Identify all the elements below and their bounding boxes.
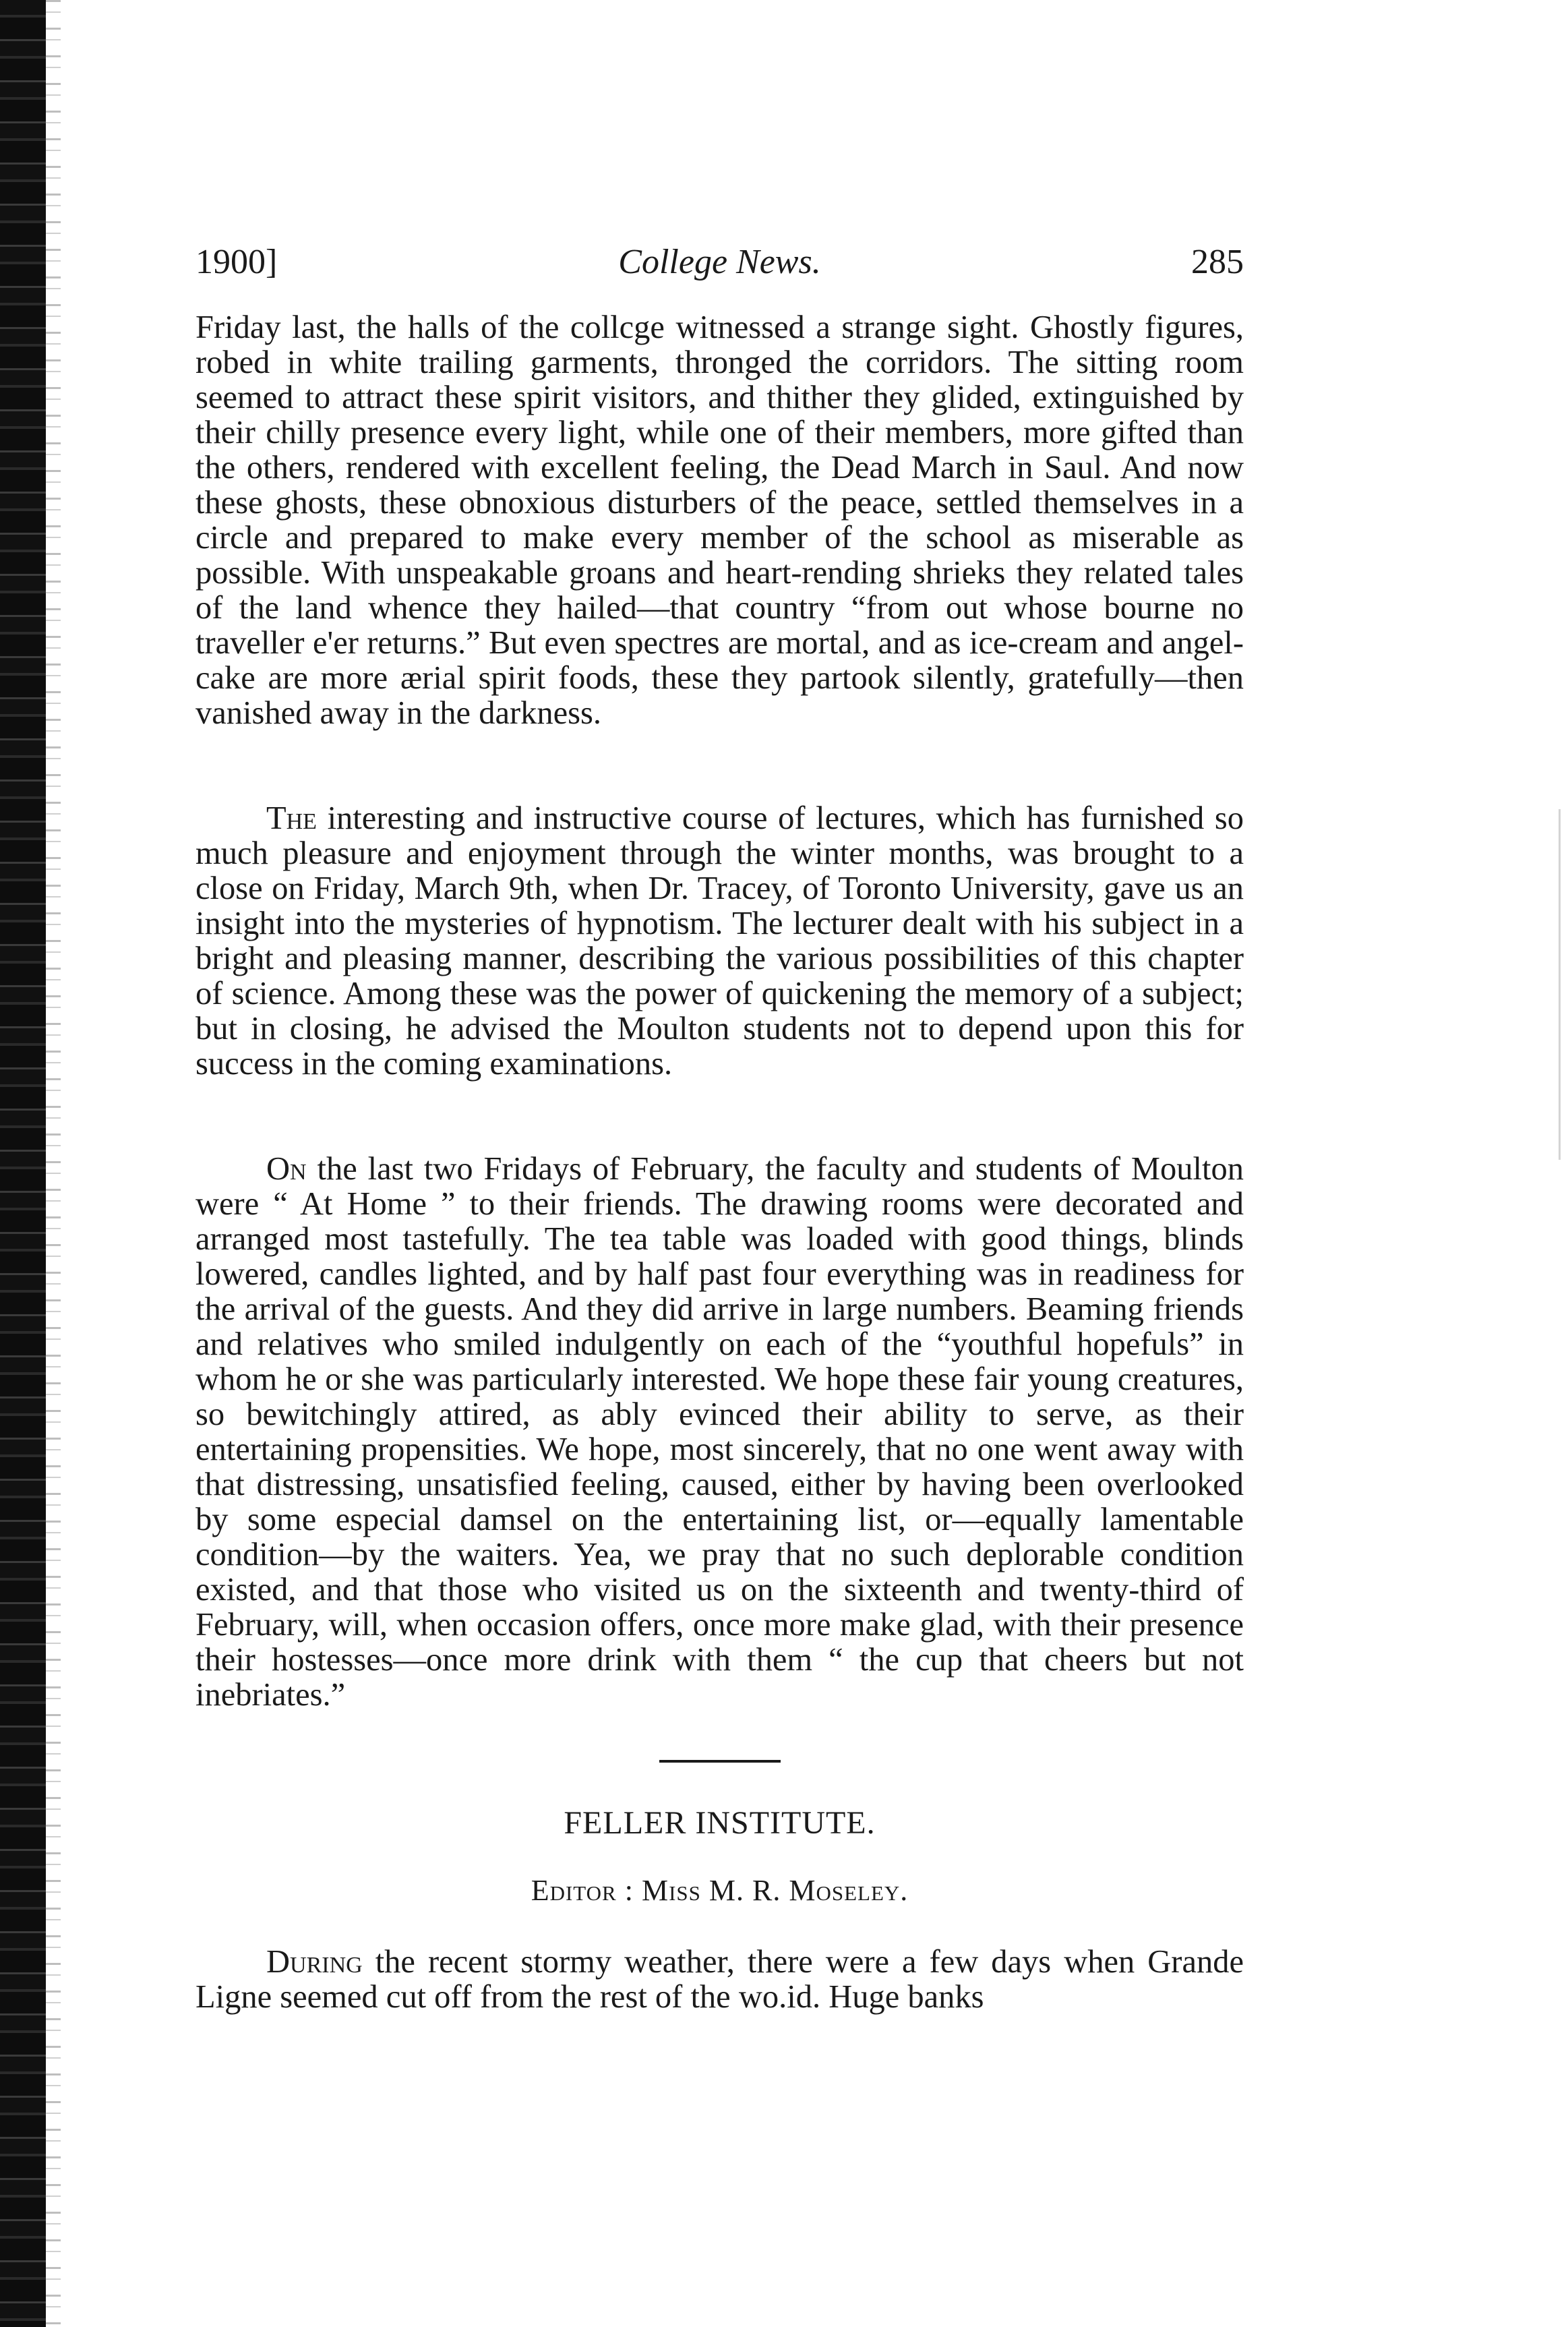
running-head-year: 1900] (195, 243, 278, 281)
paragraph-stormy-weather (195, 1945, 1244, 2015)
page-number: 285 (1191, 243, 1244, 281)
section-divider (195, 1760, 1244, 1764)
running-head-title: College News. (618, 243, 821, 281)
section-heading: FELLER INSTITUTE. (564, 1805, 876, 1841)
paragraph-text: the recent stormy weather, there were a few days when Grande Ligne seemed cut off from the rest of the wo.id. Huge banks (195, 1944, 1244, 2015)
paragraph-lead-word: During (266, 1944, 363, 1980)
binding-edge (0, 0, 46, 2327)
binding-speckle (46, 0, 61, 2327)
paragraph-lead-word: On (266, 1151, 307, 1187)
margin-mark (1559, 809, 1561, 1160)
section-editor: Editor : Miss M. R. Moseley. (531, 1874, 909, 1907)
paragraph-text: Friday last, the halls of the collcge witnessed a strange sight. Ghostly figures, robed in white trailing garments, thronged the corridors. The sitting room seemed to attract these spirit visitors, and thither they glided, extinguished by their chilly presence every light, while one of their members, more gifted than the others, rendered with excellent feeling, the Dead March in Saul. And now these ghosts, these obnoxious disturbers of the peace, settled themselves in a circle and prepared to make every member of the school as miserable as possible. With unspeakable groans and heart-rending shrieks they related tales of the land whence they hailed—that country “from out whose bourne no traveller e'er returns.” But even spectres are mortal, and as ice-cream and angel-cake are more ærial spirit foods, these they partook silently, gratefully—then vanished away in the darkness. (195, 310, 1244, 731)
paragraph-at-home (195, 1152, 1244, 1713)
paragraph-lead-word: The (266, 800, 317, 836)
page-body (195, 310, 1244, 2015)
paragraph-text: the last two Fridays of February, the faculty and students of Moulton were “ At Home ” to their friends. The drawing rooms were decorated and arranged most tastefully. The tea table was loaded with good things, blinds lowered, candles lighted, and by half past four everything was in readiness for the arrival of the guests. And they did arrive in large numbers. Beaming friends and relatives who smiled indulgently on each of the “youthful hopefuls” in whom he or she was particularly interested. We hope these fair young creatures, so bewitchingly attired, as ably evinced their ability to serve, as their entertaining propensities. We hope, most sincerely, that no one went away with that distressing, unsatisfied feeling, caused, either by having been overlooked by some especial damsel on the entertaining list, or—equally lamentable condition—by the waiters. Yea, we pray that no such deplorable condition existed, and that those who visited us on the sixteenth and twenty-third of February, will, when occasion offers, once more make glad, with their presence their hostesses—once more drink with them “ the cup that cheers but not inebriates.” (195, 1151, 1244, 1713)
divider-rule (659, 1760, 781, 1763)
paragraph-lectures (195, 801, 1244, 1082)
running-head (195, 239, 1244, 286)
paragraph-text: interesting and instructive course of lectures, which has furnished so much pleasure and enjoyment through the winter months, was brought to a close on Friday, March 9th, when Dr. Tracey, of Toronto University, gave us an insight into the mysteries of hypnotism. The lecturer dealt with his subject in a bright and pleasing manner, describing the various possibilities of this chapter of science. Among these was the power of quickening the memory of a subject; but in closing, he advised the Moulton students not to depend upon this for success in the coming examinations. (195, 800, 1244, 1082)
paragraph-ghost-party (195, 310, 1244, 731)
